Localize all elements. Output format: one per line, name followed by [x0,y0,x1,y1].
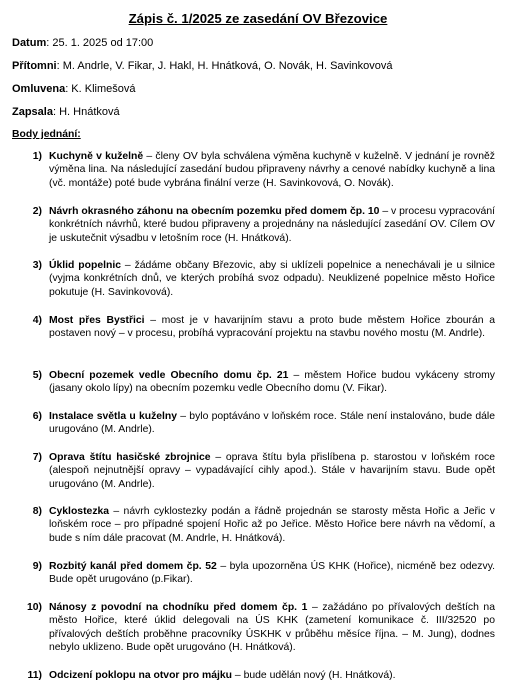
agenda-item-text [49,314,495,341]
agenda-item-text [49,451,495,491]
agenda-item-body: – městem Hořice budou vykáceny stromy (jasany okolo lípy) na obecním pozemku vedle Obecního domu (V. Fikar). [49,370,495,395]
agenda-item-text [49,410,495,437]
meta-excused-label: Omluvena [12,83,66,95]
agenda-item-number: 9) [32,561,42,572]
agenda-item-number: 6) [32,411,42,422]
agenda-item-body: – oprava štítu byla přislíbena p. starostou v loňském roce (alespoň nejnutnější opravy – vypadávající cihly apod.). Stále v havarijním stavu. Bude opět urugováno (M. Andrle). [49,452,496,490]
agenda-item-text [49,259,495,299]
agenda-item-body: – byla upozorněna ÚS KHK (Hořice), nicméně bez odezvy. Bude opět urugováno (p.Fikar). [49,561,496,586]
agenda-item-heading: Cyklostezka [49,506,110,517]
agenda-item-text [49,601,495,654]
agenda-item-body: – žádáme občany Březovic, aby si uklízeli popelnice a nenechávali je u silnice (vyjma konkrétních dnů, ve kterých probíhá svoz odpadu). Neuklizené popelnice město Hořice pokutuje (H. Savinkovová). [49,260,495,298]
agenda-item-number: 11) [27,670,42,681]
agenda-item-text [49,205,495,245]
meta-excused-value: K. Klimešová [68,83,136,95]
agenda-item-number: 5) [32,370,42,381]
meta-attendees-value: M. Andrle, V. Fikar, J. Hakl, H. Hnátková, O. Novák, H. Savinkovová [59,60,393,72]
agenda-item-heading: Nánosy z povodní na chodníku před domem čp. 1 [49,602,308,613]
agenda-item-heading: Most přes Bystřici [49,315,145,326]
meta-recorder-label: Zapsala [12,106,53,118]
agenda-item-text [49,505,495,545]
agenda-item-heading: Odcizení poklopu na otvor pro májku [49,670,233,681]
agenda-item-text [49,369,495,396]
agenda-item-text [49,560,495,587]
meta-recorder: Zapsala: H. Hnátková [12,106,120,118]
agenda-item-heading: Obecní pozemek vedle Obecního domu čp. 21 [49,370,289,381]
agenda-item-number: 2) [32,206,42,217]
agenda-item-body: – členy OV byla schválena výměna kuchyně v kuželně. V jednání je rovněž výměna lina. Na následující zasedání budou připraveny návrhy a cenové nabídky kuchyně a lina (vč. montáže) poté bude vybrána finální verze (H. Savinkovová, O. Novák). [49,151,496,189]
agenda-item-body: – v procesu vypracování konkrétních návrhů, které budou připraveny a projednány na následující zasedání OV. Cílem OV je uskutečnit výsadbu v letošním roce (H. Hnátková). [49,206,495,244]
agenda-item-body: – zažádáno po přívalových deštích na město Hořice, které úklid delegovali na ÚS KHK (zametení komunikace č. III/32520 po přívalových deštích proběhne pracovníky ÚSKHK v průběhu měsíce října. – M. Jung), dodnes nebylo uklizeno. Bude opět urugováno (H. Hnátková). [49,602,495,653]
agenda-item-body: – bude udělán nový (H. Hnátková). [232,670,396,681]
agenda-title: Body jednání: [12,129,81,140]
meta-excused: Omluvena: K. Klimešová [12,83,136,95]
meta-recorder-value: H. Hnátková [56,106,120,118]
agenda-item-heading: Rozbitý kanál před domem čp. 52 [49,561,217,572]
agenda-item-heading: Oprava štítu hasičské zbrojnice [49,452,211,463]
meta-attendees: Přítomni: M. Andrle, V. Fikar, J. Hakl, H. Hnátková, O. Novák, H. Savinkovová [12,60,393,72]
agenda-item-body: – bylo poptáváno v loňském roce. Stále není instalováno, bude dále urugováno (M. Andrle). [49,411,495,436]
meta-date-value: 25. 1. 2025 od 17:00 [49,37,154,49]
agenda-item-body: – návrh cyklostezky podán a řádně projednán se starosty města Hořic a Jeřic v loňském roce – pro případné spojení Hořic až po Jeřice. Město Hořice bere návrh na vědomí, a bude s ním dále pracovat (M. Andrle, H. Hnátková). [49,506,495,544]
agenda-item-number: 8) [32,506,42,517]
agenda-item-number: 1) [32,151,42,162]
agenda-item-number: 7) [32,452,42,463]
agenda-item-text [49,150,495,190]
agenda-item-number: 4) [32,315,42,326]
meta-date-label: Datum [12,37,47,49]
document-title: Zápis č. 1/2025 ze zasedání OV Březovice [128,11,388,26]
agenda-item-number: 10) [26,602,42,613]
agenda-item-heading: Úklid popelnic [49,260,122,271]
agenda-item-heading: Kuchyně v kuželně [49,151,144,162]
meta-attendees-label: Přítomni [12,60,57,72]
meta-date: Datum: 25. 1. 2025 od 17:00 [12,37,154,49]
agenda-item-number: 3) [32,260,42,271]
agenda-item-heading: Návrh okrasného záhonu na obecním pozemku před domem čp. 10 [49,206,380,217]
agenda-item-body: – most je v havarijním stavu a proto bude městem Hořice zbourán a postaven nový – v procesu, probíhá vypracování projektu na stavbu nového mostu (M. Andrle). [49,315,495,340]
agenda-item-text [49,669,495,682]
agenda-item-heading: Instalace světla u kuželny [49,411,178,422]
